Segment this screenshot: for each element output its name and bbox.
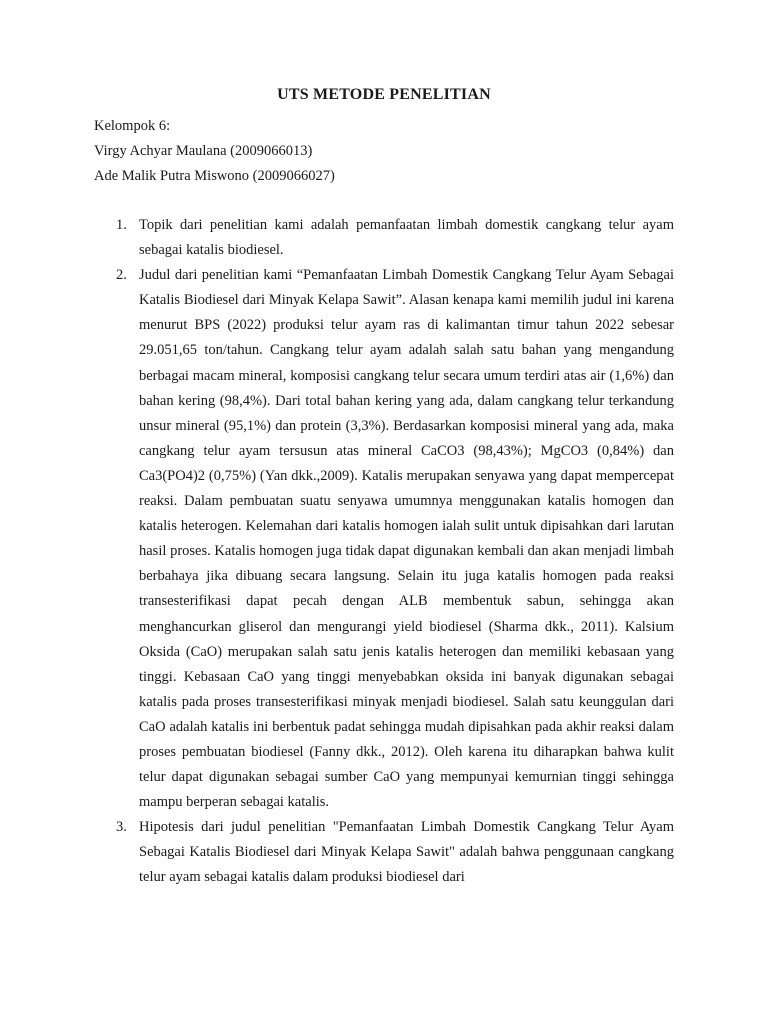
member-name: Virgy Achyar Maulana (2009066013) — [94, 143, 313, 159]
author-block — [94, 114, 335, 189]
list-item — [94, 213, 674, 263]
list-item-text: Hipotesis dari judul penelitian "Pemanfaatan Limbah Domestik Cangkang Telur Ayam Sebagai Katalis Biodiesel dari Minyak Kelapa Sawit" adalah bahwa penggunaan cangkang telur ayam sebagai katalis dalam produksi biodiesel dari — [139, 819, 674, 886]
list-number: 2. — [116, 267, 127, 284]
list-number: 3. — [116, 819, 127, 836]
list-number: 1. — [116, 217, 127, 233]
group-label: Kelompok 6: — [94, 118, 171, 134]
document-title: UTS METODE PENELITIAN — [277, 86, 491, 103]
list-item — [94, 815, 674, 890]
list-item-text: Judul dari penelitian kami “Pemanfaatan Limbah Domestik Cangkang Telur Ayam Sebagai Katalis Biodiesel dari Minyak Kelapa Sawit”. Alasan kenapa kami memilih judul ini karena menurut BPS (2022) produksi telur ayam ras di kalimantan timur tahun 2022 sebesar 29.051,65 ton/tahun. Cangkang telur ayam adalah salah satu bahan yang mengandung berbagai macam mineral, komposisi cangkang telur secara umum terdiri atas air (1,6%) dan bahan kering (98,4%). Dari total bahan kering yang ada, dalam cangkang telur terkandung unsur mineral (95,1%) dan protein (3,3%). Berdasarkan komposisi mineral yang ada, maka cangkang telur ayam tersusun atas mineral CaCO3 (98,43%); MgCO3 (0,84%) dan Ca3(PO4)2 (0,75%) (Yan dkk.,2009). Katalis merupakan senyawa yang dapat mempercepat reaksi. Dalam pembuatan suatu senyawa umumnya menggunakan katalis homogen dan katalis heterogen. Kelemahan dari katalis homogen ialah sulit untuk dipisahkan dari larutan hasil proses. Katalis homogen juga tidak dapat digunakan kembali dan akan menjadi limbah berbahaya jika dibuang secara langsung. Selain itu juga katalis homogen pada reaksi transesterifikasi dapat pecah dengan ALB membentuk sabun, sehingga akan menghancurkan gliserol dan mengurangi yield biodiesel (Sharma dkk., 2011). Kalsium Oksida (CaO) merupakan salah satu jenis katalis heterogen dan memiliki kebasaan yang tinggi. Kebasaan CaO yang tinggi menyebabkan oksida ini banyak digunakan sebagai katalis pada proses transesterifikasi minyak menjadi biodiesel. Salah satu keunggulan dari CaO adalah katalis ini berbentuk padat sehingga mudah dipisahkan pada akhir reaksi dalam proses pembuatan biodiesel (Fanny dkk., 2012). Oleh karena itu diharapkan bahwa kulit telur dapat digunakan sebagai sumber CaO yang mempunyai kemurnian tinggi sehingga mampu berperan sebagai katalis. — [139, 267, 674, 811]
list-item — [94, 263, 674, 815]
member-name: Ade Malik Putra Miswono (2009066027) — [94, 168, 335, 184]
list-item-text: Topik dari penelitian kami adalah pemanfaatan limbah domestik cangkang telur ayam sebagai katalis biodiesel. — [139, 217, 674, 259]
numbered-list — [94, 213, 674, 891]
